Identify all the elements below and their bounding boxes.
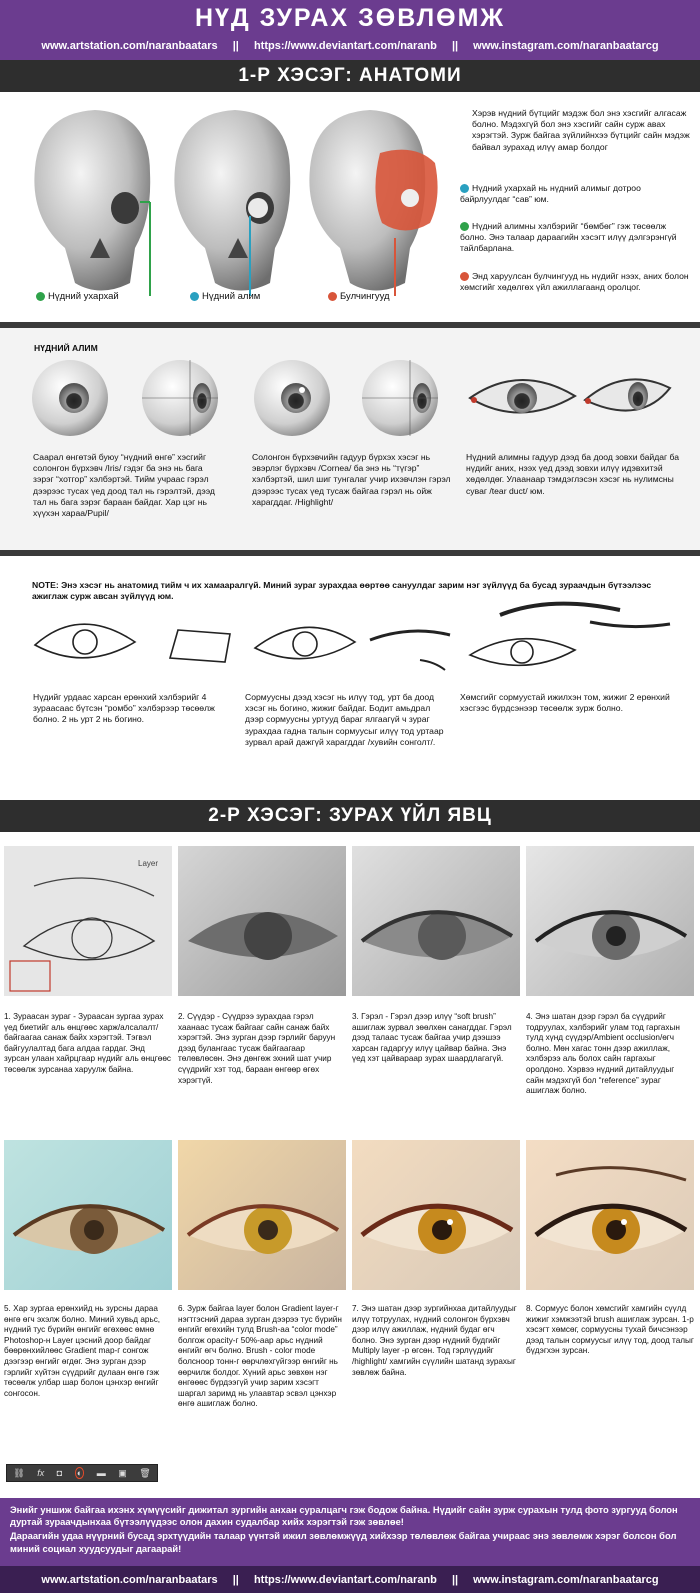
eyeball-label: НҮДНИЙ АЛИМ: [34, 343, 98, 353]
tip-lashes: Сормуусны дээд хэсэг нь илүү тод, урт ба доод хэсэг нь богино, жижиг байдаг. Бодит амьдрал дээр сормуусны уртууд бараг ялгаагүй ч зураг зурахдаа гадна талын сормуусыг илүү тод уртаар зурвал арай дажгүй харагддаг /хувийн сонголт/.: [245, 692, 444, 747]
brow-sketch: [500, 604, 620, 615]
footer-message-1: Энийг уншиж байгаа ихэнх хүмүүсийг дижитал зургийн анхан суралцагч гэж бодож байна. Нүдийг сайн зурж сурахын тулд фото зургууд болон дуртай зураачдынхаа бүтээлүүдээс олон дахин судалбар хийх хэрэгтэй гэж зөвлөе!: [10, 1504, 678, 1528]
layer-toolbar: [6, 1464, 158, 1482]
tip-rhombus: Нүдийг урдаас харсан ерөнхий хэлбэрийг 4 зураасаас бүтсэн “ромбо” хэлбэрээр төсөөлж болно. 2 нь урт 2 нь богино.: [33, 692, 215, 725]
skull-muscles: [309, 110, 437, 296]
eye-sketch-3: [470, 639, 575, 666]
iris-text: Саарал өнгөтэй буюу “нүдний өнгө” хэсгийг солонгон бүрхэвч /Iris/ гэдэг ба энэ нь бага зэрэг “хотгор” хэлбэртэй. Тийм учраас гэрэл дээрээс тусах үед доод тал нь гэрэлтэй, дээд тал нь бага зэрэг бараан байдаг. Хар цэг нь хүүхэн хараа/Pupil/: [33, 452, 215, 519]
blue-dot-icon: [460, 184, 469, 193]
new-layer-icon[interactable]: ▣: [118, 1467, 127, 1478]
step7-caption: 7. Энэ шатан дээр зургийнхаа дитайлуудыг илүү тотруулах, нүдний солонгон бүрхэвч дээр илүү ажиллаж, нүдний будаг өгч болно. Энэ зурган дээр нүдний будгийг Multiply layer -р өгсөн. Тод гэрлүүдийг /highlight/ хамгийн сүүлийн шатанд зурахыг зөвлөж байна.: [352, 1304, 517, 1377]
eyeball-illustrations: [30, 358, 680, 438]
legend-muscles: Булчингууд: [328, 291, 390, 302]
red-dot-icon: [328, 292, 337, 301]
eyelid-front: [470, 380, 575, 413]
note-text: NOTE: Энэ хэсэг нь анатомид тийм ч их хамааралгүй. Миний зураг зурахдаа өөртөө сануулдаг зарим нэг зүйлүүд ба бусад зураачдын бүтээлээс ажиглаж сурж авсан зүйлүүд юм.: [32, 580, 652, 602]
step6-caption: 6. Зурж байгаа layer болон Gradient layer-г нэгтгэсний дараа зурган дээрээ тус бүрийн өнгийг өгөхийн тулд Brush-аа “color mode” болгож opacity-г 50%-аар арьс нүдний өнгийг өгч болно. Brush - color mode болсноор тонн-г өөрчлөхгүйгээр өнгийг нь өөрчилж болдог. Хүний арьс зөвхөн нэг өнгөөөс бүрдээгүй учир зарим хэсэгт шаргал заримд нь улаавтар эсвэл цэнхэр өнгө ашиглаж болно.: [178, 1304, 342, 1409]
skull-illustrations: [10, 98, 450, 318]
section1-intro: Хэрэв нүдний бүтцийг мэдэж бол энэ хэсгийг алгасаж болно. Мэдэхгүй бол энэ хэсгийг сайн сурж авах хэрэгтэй. Зурж байгаа зүйлийнхээ бүтцийг сайн мэдэж байвал зурахад илүү амар болдог: [472, 108, 690, 152]
lash-sketch: [370, 631, 450, 640]
legend-eyeball: Нүдний алим: [190, 291, 260, 302]
cornea-front: [254, 360, 330, 436]
section2-title: 2-Р ХЭСЭГ: ЗУРАХ ҮЙЛ ЯВЦ: [208, 805, 492, 826]
link-icon[interactable]: ⛓: [13, 1467, 25, 1478]
step1-image: [4, 846, 172, 996]
step6-image: [178, 1140, 346, 1290]
note-muscles: Энд харуулсан булчингууд нь нүдийг нээх, аних болон хөмсгийг хөдөлгөх үйл ажиллагаанд оролцог.: [460, 271, 689, 293]
link-divider: ||: [451, 40, 459, 52]
trash-icon[interactable]: 🗑: [139, 1467, 151, 1478]
folder-icon[interactable]: ▬: [96, 1468, 106, 1478]
deviantart-link[interactable]: https://www.deviantart.com/naranb: [253, 40, 437, 52]
step4-image: [526, 846, 694, 996]
link-divider: ||: [451, 1574, 459, 1586]
step5-image: [4, 1140, 172, 1290]
link-divider: ||: [232, 40, 239, 52]
red-dot-icon: [460, 272, 469, 281]
instagram-link[interactable]: www.instagram.com/naranbaatarcg: [473, 40, 659, 52]
step1-caption: 1. Зураасан зураг - Зураасан зургаа зурах үед биетийг аль өнцгөөс харж/алсалалт/ байгаагаа санаж байх хэрэгтэй. Тэгвэл байгуулалтад бага алдаа гардаг. Энд зурсан улаан хайрцгаар нүдийг аль өнцгөөс төсөөлж зурсанаа харуулж байна.: [4, 1012, 171, 1074]
step5-caption: 5. Хар зургаа ерөнхийд нь зурсны дараа өнгө өгч эхэлж болно. Миний хувьд арьс, нүдний тус бүрийн өнгийг өгөхөөс өмнө Photoshop-н Layer цэсний доор байдаг бөөрөнхийлөөс Gradient map-г сонгож дээгээр өнгийг өгдөг. Энэ зурган дээр гэрлийг хүйтэн сүүдрийг дулаан өнгө гэж төсөөлж улбар шар болон цэнхэр өнгийг сонгосон.: [4, 1304, 161, 1398]
green-dot-icon: [460, 222, 469, 231]
skull-eyeball: [174, 110, 290, 296]
footer-message-2: Дараагийн удаа нүүрний бусад эрхтүүдийн талаар үүнтэй ижил зөвлөмжүүд хийхээр төлөвлөж байгаа учираас энэ зөвлөмж хэрэг болсон бол миний социал хуудсуудыг дагаарай!: [10, 1530, 677, 1554]
mask-icon[interactable]: ◘: [56, 1468, 63, 1478]
section-separator: [0, 550, 700, 556]
step4-caption: 4. Энэ шатан дээр гэрэл ба сүүдрийг тодруулах, хэлбэрийг улам тод гаргахын тулд хүнд сүүдэр/Ambient occlusion/өгч болно. Мөн хагас тонн дээр ажиллаж, хэлбэрээ аль болох сайн гаргахыг оролдоно. Хэрвээ нүдний дитайлуудыг сайн мэдэхгүй бол “reference” зураг ашиглаж болно.: [526, 1012, 680, 1096]
section1-title: 1-Р ХЭСЭГ: АНАТОМИ: [238, 65, 462, 86]
step3-caption: 3. Гэрэл - Гэрэл дээр илүү “soft brush” ашиглаж зурвал зөөлхөн санагддаг. Гэрэл дээд талаас тусаж байгаа учир дээшээ харсан гадаргуу илүү цайвар байна. Энэ үед хэт цайвараар зурах шаардлагагүй.: [352, 1012, 512, 1064]
footer-message: [0, 1498, 700, 1566]
green-dot-icon: [36, 292, 45, 301]
instagram-link[interactable]: www.instagram.com/naranbaatarcg: [473, 1574, 659, 1586]
blue-dot-icon: [190, 292, 199, 301]
artstation-link[interactable]: www.artstation.com/naranbaatars: [41, 1574, 218, 1586]
link-divider: ||: [232, 1574, 239, 1586]
eyeball-front: [32, 360, 108, 436]
step8-image: [526, 1140, 694, 1290]
step7-image: [352, 1140, 520, 1290]
skull-orbit: [34, 110, 150, 296]
page-title: НҮД ЗУРАХ ЗӨВЛӨМЖ: [194, 4, 506, 32]
adjustment-icon[interactable]: ◐: [76, 1468, 83, 1478]
eyeball-side: [142, 360, 218, 436]
note-eyeball: Нүдний алимны хэлбэрийг “бөмбөг” гэж төсөөлж болно. Энэ талаар дараагийн хэсэгт илүү дэлгэрэнгүй тайлбарлана.: [460, 221, 677, 254]
step2-image: [178, 846, 346, 996]
artstation-link[interactable]: www.artstation.com/naranbaatars: [41, 40, 218, 52]
eyelid-side: [585, 379, 670, 410]
cornea-side: [362, 360, 438, 436]
rhombus-sketch: [170, 630, 230, 662]
step3-image: [352, 846, 520, 996]
step8-caption: 8. Сормуус болон хөмсгийг хамгийн сүүлд жижиг хэмжээтэй brush ашиглаж зурсан. 1-р хэсэгт хөмсөг, сормуусны тухай бичсэнээр дээд талын сормуусыг илүү тод, доод талыг бүдэгхэн зурсан.: [526, 1304, 694, 1356]
cornea-text: Солонгон бүрхэвчийн гадуур бүрхэх хэсэг нь эвэрлэг бүрхэвч /Cornea/ ба энэ нь “түгэр” хэлбэртэй, шил шиг тунгалаг учир ихэвчлэн гэрэл дээрээс тусах үед тусаж байгаа гэрэл нь ойж харагддаг. /Highlight/: [252, 452, 451, 507]
legend-orbit: Нүдний ухархай: [36, 291, 119, 302]
tip-brows: Хөмсгийг сормуустай ижилхэн том, жижиг 2 ерөнхий хэсгээс бүрдсэнээр төсөөлж зурж болно.: [460, 692, 670, 714]
footer-links: [0, 1574, 700, 1586]
deviantart-link[interactable]: https://www.deviantart.com/naranb: [253, 1574, 437, 1586]
step2-caption: 2. Сүүдэр - Сүүдрээ зурахдаа гэрэл хаанаас тусаж байгааг сайн санаж байх хэрэгтэй. Энэ зурган дээр гэрлийг баруун дээд булангаас тусаж байгаагаар төлөвлөсөн. Энэ дөнгөж эхний шат учир сүүдрийг хэт тод, бараан өнгөөр өгөх хэрэгтүй.: [178, 1012, 336, 1085]
eyelid-text: Нүдний алимны гадуур дээд ба доод зовхи байдаг ба нүдийг аних, нээх үед дээд зовхи илүү идэвхитэй хөдөлдөг. Улаанаар тэмдэглэсэн хэсэг нь нулимсны суваг /tear duct/ юм.: [466, 452, 680, 496]
fx-icon[interactable]: fx: [37, 1468, 45, 1478]
tip-sketches: [30, 600, 680, 680]
header-links: [0, 40, 700, 52]
layer-label: Layer: [138, 859, 159, 868]
note-orbit: Нүдний ухархай нь нүдний алимыг дотроо байрлуулдаг “сав” юм.: [460, 183, 641, 205]
